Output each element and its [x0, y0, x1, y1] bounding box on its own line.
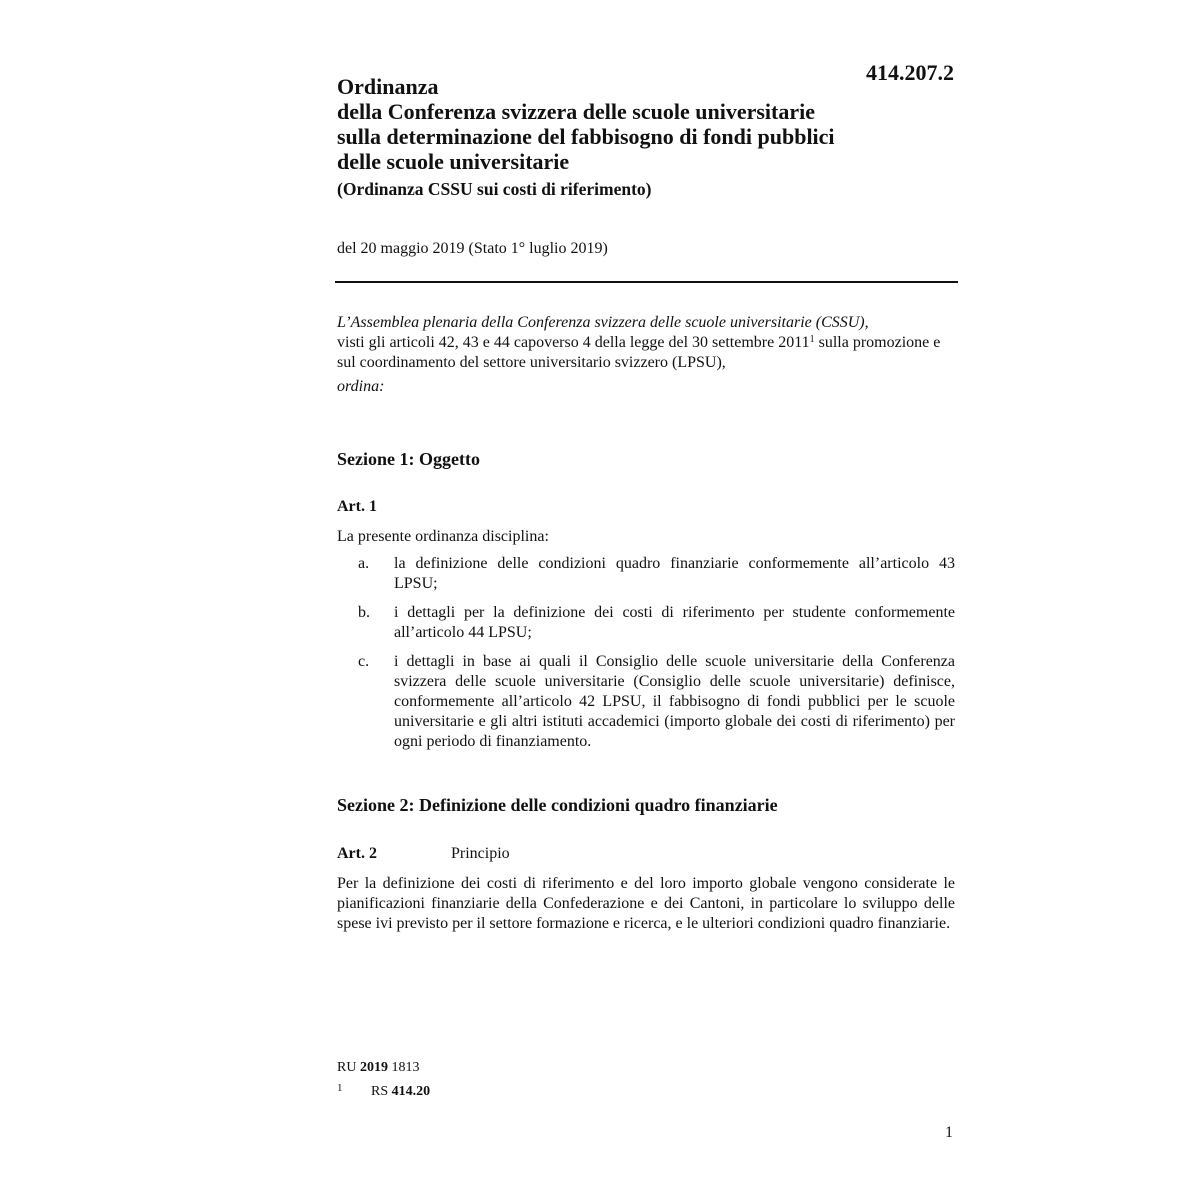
article-list	[337, 554, 955, 752]
legal-basis-text-continued: sulla promozione e sul coordinamento del settore universitario svizzero (LPSU),	[337, 334, 941, 371]
list-item-text: i dettagli per la definizione dei costi di riferimento per studente conformemente all’articolo 44 LPSU;	[394, 604, 955, 641]
footer-notes	[337, 1058, 430, 1102]
article-intro: La presente ordinanza disciplina:	[337, 528, 549, 545]
footnote-reference: 414.20	[391, 1084, 431, 1099]
preamble-authority: L’Assemblea plenaria della Conferenza svizzera delle scuole universitarie (CSSU),	[337, 314, 869, 331]
list-item-text: i dettagli in base ai quali il Consiglio delle scuole universitarie della Conferenza svizzera delle scuole universitarie (Consiglio delle scuole universitarie) definisce, conformemente all’articolo 42 LPSU, il fabbisogno di fondi pubblici per le scuole universitarie e gli altri istituti accademici (importo globale dei costi di riferimento) per ogni periodo di finanziamento.	[394, 653, 955, 750]
preamble-ordina: ordina:	[337, 378, 385, 395]
sr-number: 414.207.2	[866, 60, 954, 85]
list-item-text: la definizione delle condizioni quadro finanziarie conformemente all’articolo 43 LPSU;	[394, 555, 955, 592]
ru-page: 1813	[391, 1060, 420, 1075]
short-title: (Ordinanza CSSU sui costi di riferimento)	[337, 179, 652, 199]
footnote	[337, 1078, 430, 1102]
preamble	[337, 313, 957, 397]
article-number: Art. 2	[337, 845, 377, 862]
title-line: delle scuole universitarie	[337, 149, 570, 174]
ru-prefix: RU	[337, 1060, 357, 1075]
list-item	[337, 652, 955, 752]
page-number: 1	[945, 1124, 953, 1141]
footnote-prefix: RS	[371, 1084, 389, 1099]
list-item	[337, 603, 955, 643]
official-compilation-ref	[337, 1058, 430, 1078]
title-block	[337, 74, 957, 200]
article-2-body: Per la definizione dei costi di riferimento e del loro importo globale vengono considerate le pianificazioni finanziarie della Confederazione e dei Cantoni, in particolare lo sviluppo delle spese ivi previsto per il settore formazione e ricerca, e le ulteriori condizioni quadro finanziarie.	[337, 875, 955, 932]
list-marker: a.	[358, 555, 370, 572]
article-1-body	[337, 527, 955, 761]
article-number: Art. 1	[337, 498, 377, 515]
date-line: del 20 maggio 2019 (Stato 1° luglio 2019)	[337, 240, 608, 257]
list-marker: b.	[358, 604, 370, 621]
title-line: sulla determinazione del fabbisogno di fondi pubblici	[337, 124, 835, 149]
legal-basis-text: visti gli articoli 42, 43 e 44 capoverso 4 della legge del 30 settembre 2011	[337, 334, 810, 351]
title-line: della Conferenza svizzera delle scuole universitarie	[337, 99, 815, 124]
title-line: Ordinanza	[337, 74, 439, 99]
article-title: Principio	[451, 845, 510, 862]
article-heading	[337, 845, 510, 863]
footnote-ref[interactable]: 1	[809, 334, 815, 345]
list-item	[337, 554, 955, 594]
section-heading: Sezione 2: Definizione delle condizioni quadro finanziarie	[337, 795, 778, 815]
section-heading: Sezione 1: Oggetto	[337, 449, 480, 469]
preamble-legal-basis	[337, 333, 957, 373]
footnote-number: 1	[337, 1082, 343, 1094]
article-heading	[337, 498, 451, 516]
ru-year: 2019	[359, 1060, 388, 1075]
list-marker: c.	[358, 653, 370, 670]
title-divider	[335, 281, 958, 283]
